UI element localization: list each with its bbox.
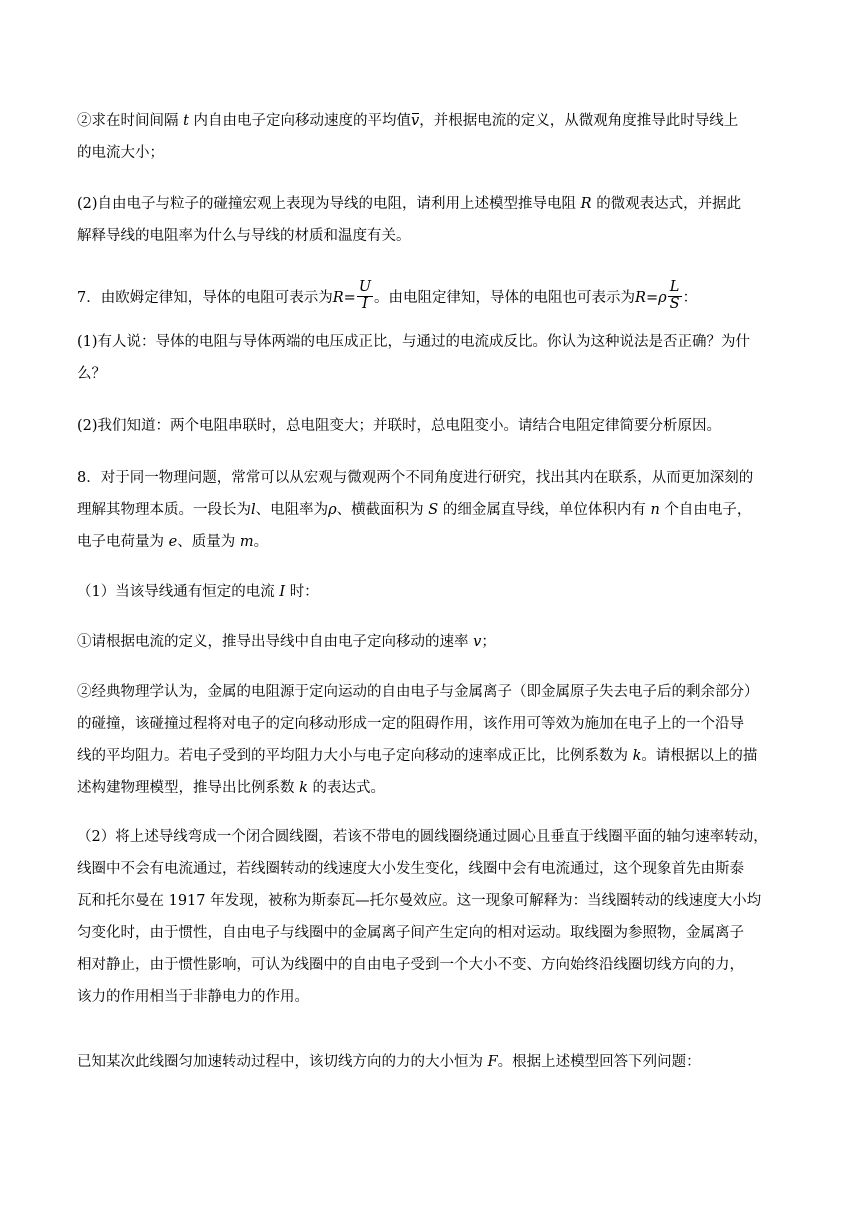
text-line: 7．由欧姆定律知，导体的电阻可表示为R= $\frac{U}{I}$ 。由电阻定律知，导体的电阻也可表示为R=ρ $\frac{L}{S}$ ：: [77, 279, 698, 312]
text-line: 理解其物理本质。一段长为l、电阻率为ρ、横截面积为 S 的细金属直导线，单位体积内有 n 个自由电子，: [77, 502, 752, 518]
text-line: 述构建物理模型，推导出比例系数 k 的表达式。: [77, 780, 386, 796]
text-line: ②求在时间间隔 t 内自由电子定向移动速度的平均值v，并根据电流的定义，从微观角度推导此时导线上: [77, 110, 738, 132]
text-line: (2)自由电子与粒子的碰撞宏观上表现为导线的电阻，请利用上述模型推导电阻 R 的微观表达式，并据此: [77, 196, 742, 212]
text-line: (2)我们知道：两个电阻串联时，总电阻变大；并联时，总电阻变小。请结合电阻定律简要分析原因。: [77, 418, 722, 434]
text-line: 线圈中不会有电流通过，若线圈转动的线速度大小发生变化，线圈中会有电流通过，这个现象首先由斯泰: [77, 861, 744, 877]
text-line: ②经典物理学认为，金属的电阻源于定向运动的自由电子与金属离子（即金属原子失去电子后的剩余部分）: [77, 684, 759, 700]
text-line: 瓦和托尔曼在 1917 年发现，被称为斯泰瓦—托尔曼效应。这一现象可解释为：当线圈转动的线速度大小均: [77, 893, 762, 909]
text-line: 解释导线的电阻率为什么与导线的材质和温度有关。: [77, 228, 411, 244]
text-line: 么？: [77, 366, 106, 382]
text-line: （2）将上述导线弯成一个闭合圆线圈，若该不带电的圆线圈绕通过圆心且垂直于线圈平面的轴匀速率转动，: [77, 829, 768, 845]
text-line: 的电流大小；: [77, 145, 164, 161]
text-line: 8．对于同一物理问题，常常可以从宏观与微观两个不同角度进行研究，找出其内在联系，从而更加深刻的: [77, 470, 754, 486]
v-bar-symbol: v: [411, 110, 419, 132]
text-line: 该力的作用相当于非静电力的作用。: [77, 989, 309, 1005]
text-line: ①请根据电流的定义，推导出导线中自由电子定向移动的速率 v；: [77, 634, 496, 650]
fraction-l-over-s: $\frac{L}{S}$: [669, 279, 680, 312]
text-line: (1)有人说：导体的电阻与导体两端的电压成正比，与通过的电流成反比。你认为这种说法是否正确？为什: [77, 334, 751, 350]
text-line: 电子电荷量为 e、质量为 m。: [77, 534, 269, 550]
fraction-u-over-i: $\frac{U}{I}$: [358, 279, 372, 312]
text-line: 的碰撞，该碰撞过程将对电子的定向移动形成一定的阻碍作用，该作用可等效为施加在电子上的一个沿导: [77, 716, 744, 732]
text-line: （1）当该导线通有恒定的电流 I 时：: [77, 584, 319, 600]
text-line: 线的平均阻力。若电子受到的平均阻力大小与电子定向移动的速率成正比，比例系数为 k。请根据以上的描: [77, 748, 758, 764]
text-line: 已知某次此线圈匀加速转动过程中，该切线方向的力的大小恒为 F。根据上述模型回答下列问题：: [77, 1054, 701, 1070]
text-line: 匀变化时，由于惯性，自由电子与线圈中的金属离子间产生定向的相对运动。取线圈为参照物，金属离子: [77, 925, 744, 941]
text-line: 相对静止，由于惯性影响，可认为线圈中的自由电子受到一个大小不变、方向始终沿线圈切线方向的力，: [77, 957, 744, 973]
